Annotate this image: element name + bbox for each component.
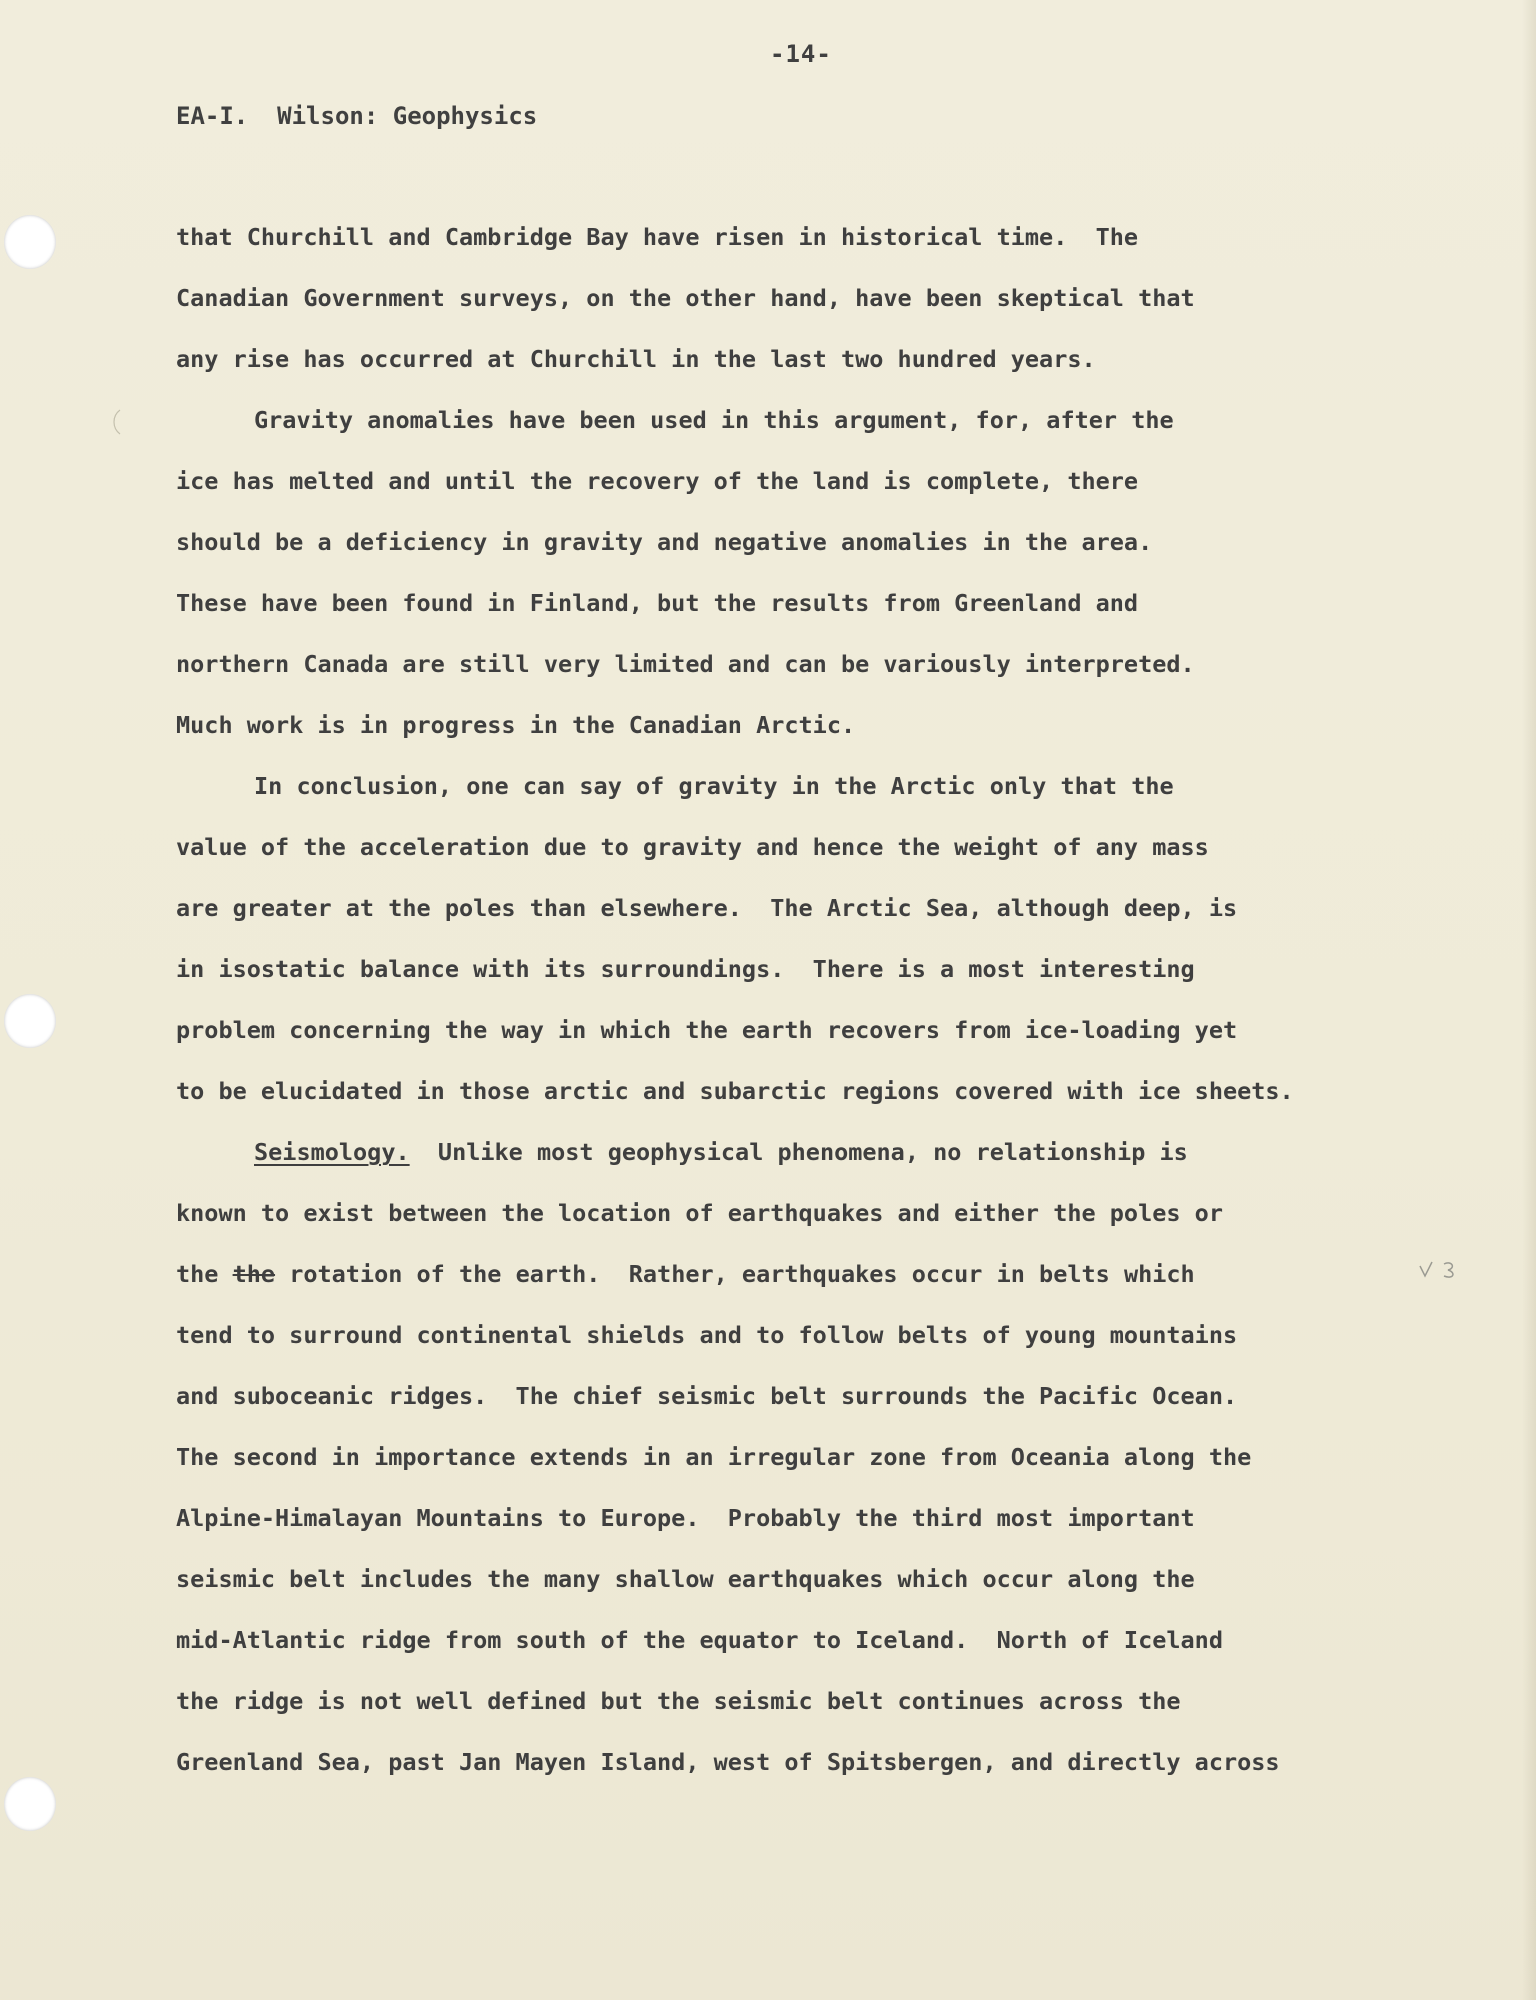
text-line: ice has melted and until the recovery of the land is complete, there — [176, 467, 1139, 495]
text-line: and suboceanic ridges. The chief seismic belt surrounds the Pacific Ocean. — [176, 1382, 1238, 1410]
text-line: are greater at the poles than elsewhere. The Arctic Sea, although deep, is — [176, 894, 1238, 922]
paragraph-first-line: Gravity anomalies have been used in this argument, for, after the — [254, 406, 1174, 434]
paper-edge-shadow — [1522, 0, 1536, 2000]
text-line: value of the acceleration due to gravity and hence the weight of any mass — [176, 833, 1209, 861]
binder-hole-top — [4, 215, 56, 269]
text-line: northern Canada are still very limited and can be variously interpreted. — [176, 650, 1195, 678]
binder-hole-middle — [4, 994, 56, 1048]
pencil-arc-mark — [110, 408, 122, 436]
section-heading-seismology: Seismology. — [254, 1138, 410, 1166]
text-line: that Churchill and Cambridge Bay have risen in historical time. The — [176, 223, 1139, 251]
text-line: any rise has occurred at Churchill in the last two hundred years. — [176, 345, 1096, 373]
text-line: problem concerning the way in which the earth recovers from ice-loading yet — [176, 1016, 1238, 1044]
text-line: Greenland Sea, past Jan Mayen Island, west of Spitsbergen, and directly across — [176, 1748, 1280, 1776]
text-line: These have been found in Finland, but the results from Greenland and — [176, 589, 1139, 617]
section-first-line — [254, 1137, 1188, 1167]
text-line: The second in importance extends in an irregular zone from Oceania along the — [176, 1443, 1252, 1471]
text-line: should be a deficiency in gravity and negative anomalies in the area. — [176, 528, 1153, 556]
text-line: Much work is in progress in the Canadian Arctic. — [176, 711, 856, 739]
text-line: tend to surround continental shields and to follow belts of young mountains — [176, 1321, 1238, 1349]
text-line-with-strikeout — [176, 1259, 1195, 1289]
text-line: Canadian Government surveys, on the other hand, have been skeptical that — [176, 284, 1195, 312]
pencil-margin-mark — [1418, 1258, 1464, 1282]
paragraph-first-line: In conclusion, one can say of gravity in the Arctic only that the — [254, 772, 1174, 800]
text-line: in isostatic balance with its surroundings. There is a most interesting — [176, 955, 1195, 983]
struck-word: the — [232, 1260, 276, 1288]
text-line: Alpine-Himalayan Mountains to Europe. Probably the third most important — [176, 1504, 1195, 1532]
binder-hole-bottom — [4, 1777, 56, 1831]
text-line: the ridge is not well defined but the seismic belt continues across the — [176, 1687, 1181, 1715]
text-span: the — [176, 1260, 233, 1288]
text-span: rotation of the earth. Rather, earthquakes occur in belts which — [275, 1260, 1195, 1288]
text-line: seismic belt includes the many shallow earthquakes which occur along the — [176, 1565, 1195, 1593]
page-number: -14- — [770, 40, 832, 68]
text-span: Unlike most geophysical phenomena, no relationship is — [409, 1138, 1188, 1166]
running-header: EA-I. Wilson: Geophysics — [176, 102, 538, 130]
text-line: known to exist between the location of earthquakes and either the poles or — [176, 1199, 1223, 1227]
text-line: to be elucidated in those arctic and subarctic regions covered with ice sheets. — [176, 1077, 1294, 1105]
text-line: mid-Atlantic ridge from south of the equator to Iceland. North of Iceland — [176, 1626, 1223, 1654]
